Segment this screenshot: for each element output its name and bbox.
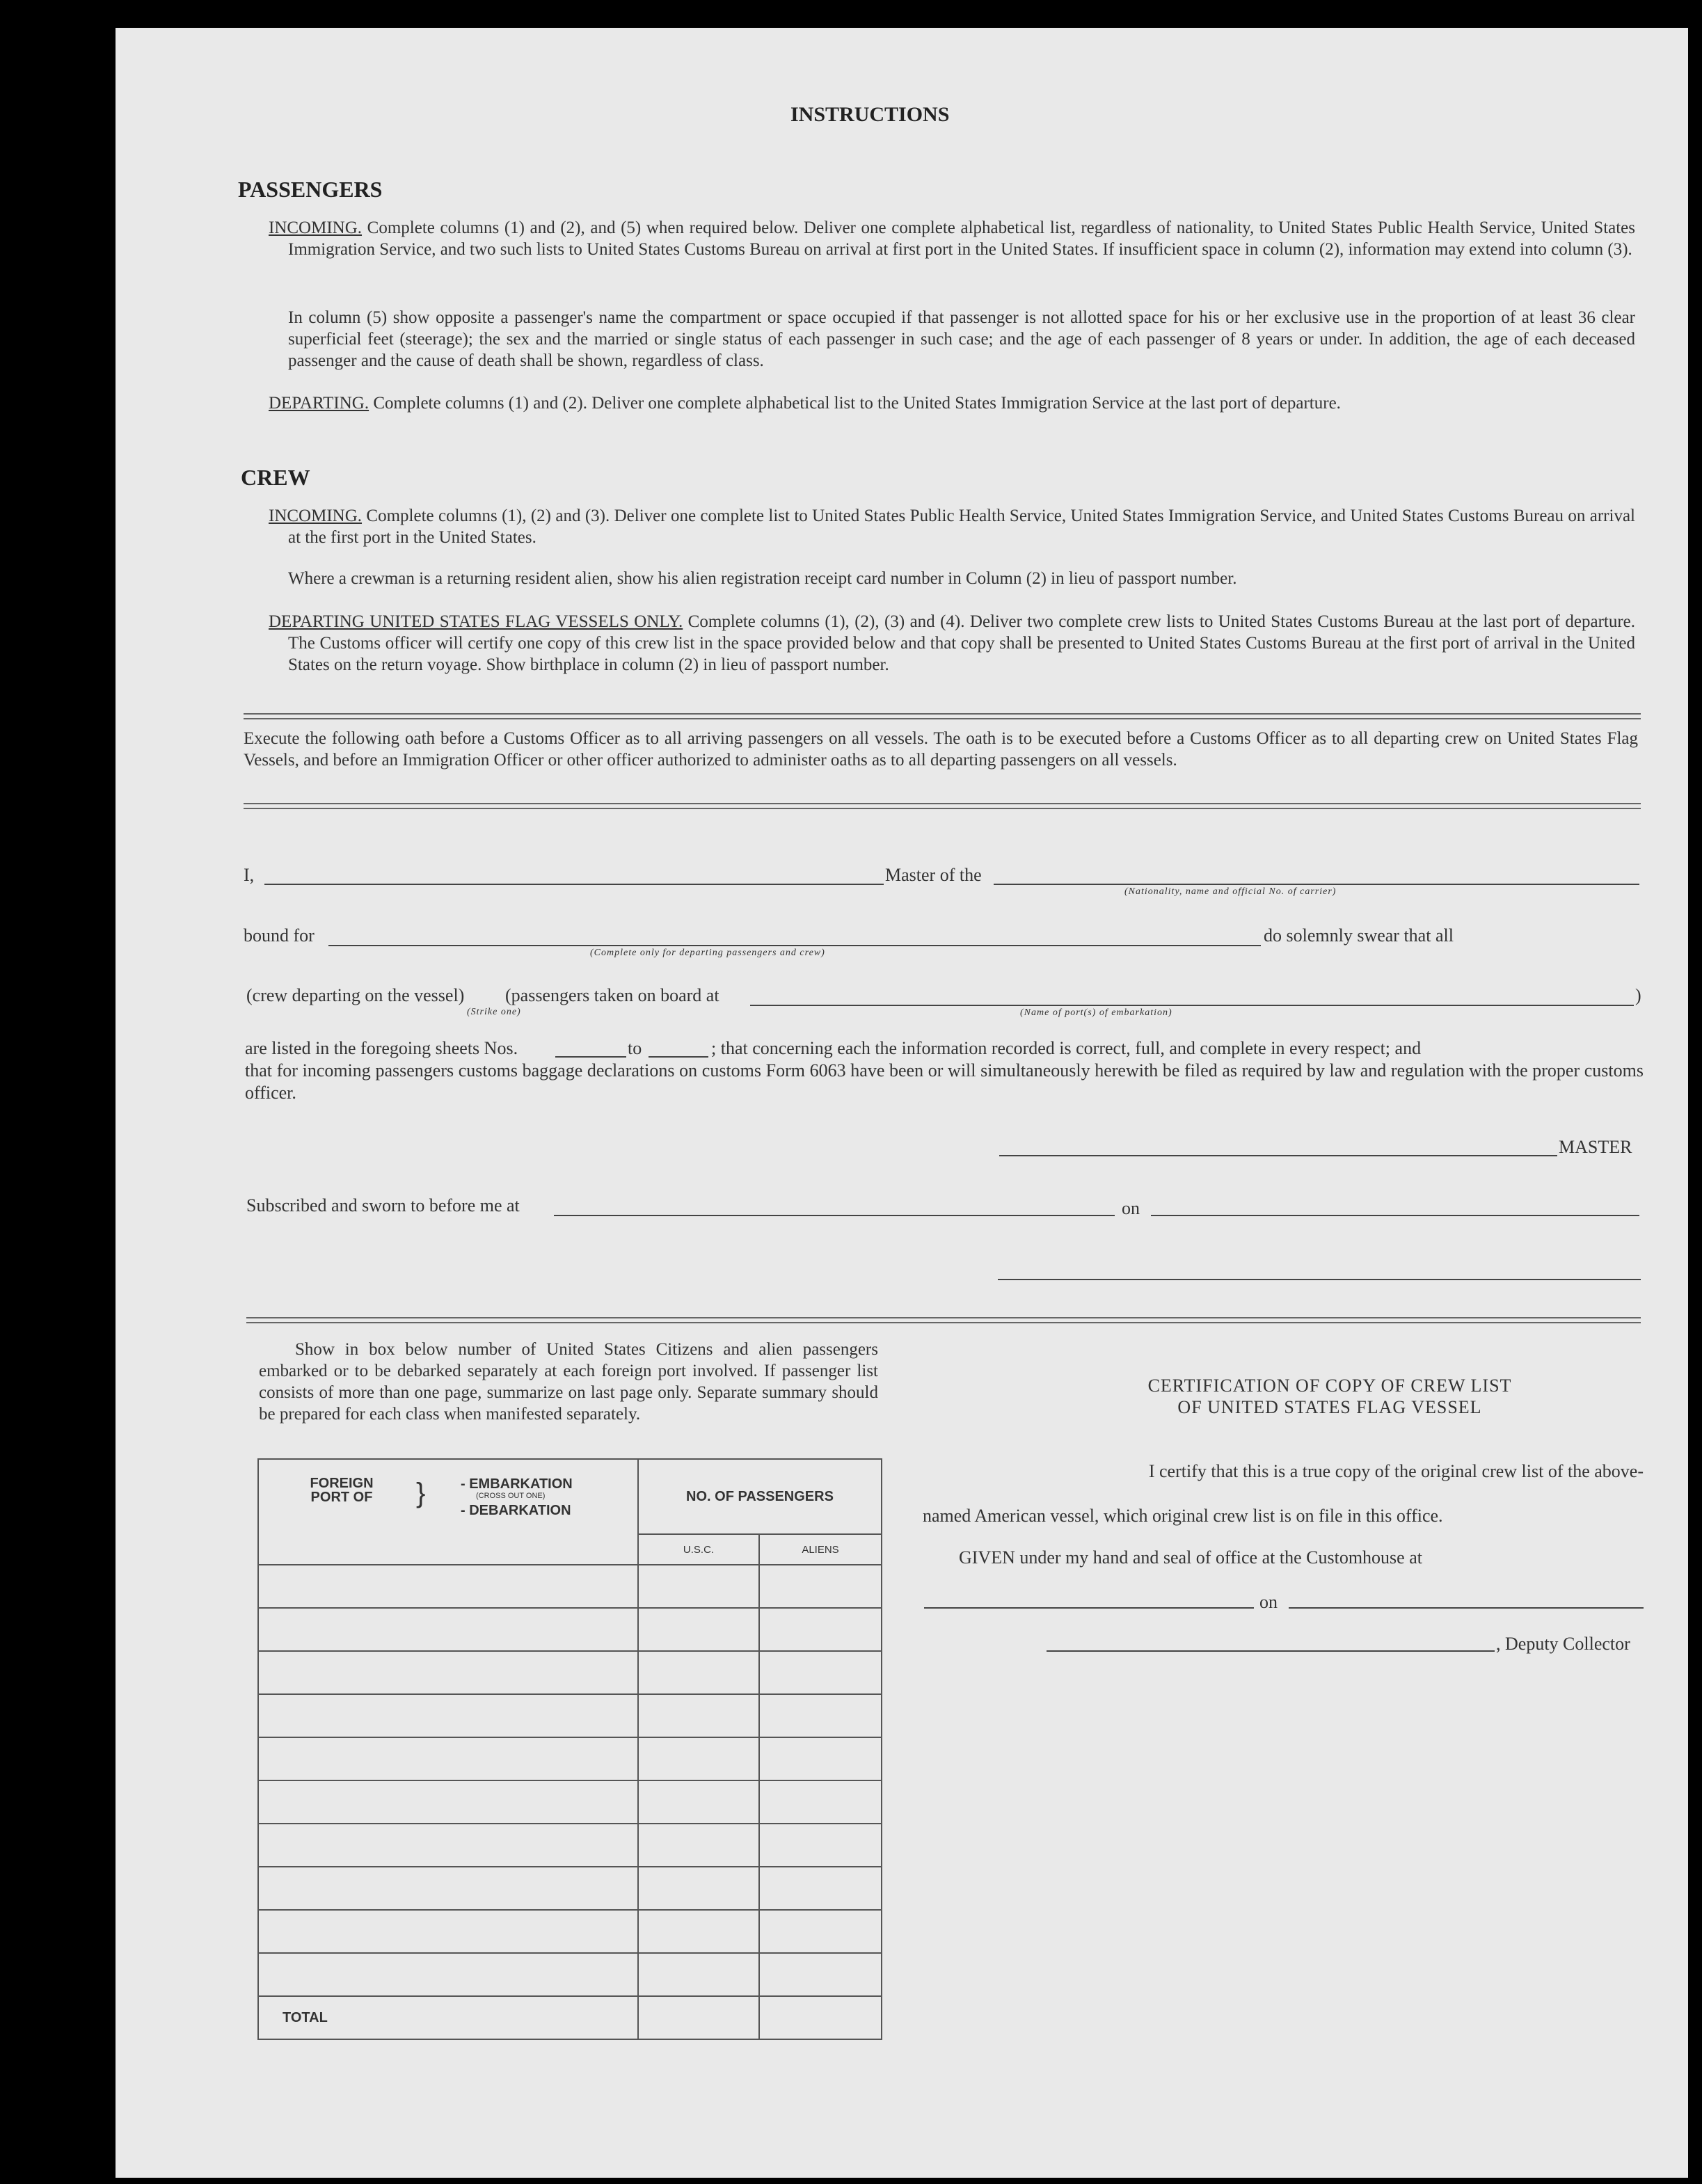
aliens-cell[interactable]	[759, 1651, 882, 1694]
sheet-to-field[interactable]	[649, 1056, 708, 1058]
crew-resident-paragraph: Where a crewman is a returning resident alien, show his alien registration receipt card number in Column (2) in lieu of passport number.	[288, 569, 1237, 588]
usc-cell[interactable]	[638, 1910, 759, 1953]
usc-cell[interactable]	[638, 1824, 759, 1867]
subscribed-label: Subscribed and sworn to before me at	[246, 1195, 520, 1215]
usc-cell[interactable]	[638, 1737, 759, 1780]
port-cell[interactable]	[258, 1565, 638, 1608]
certification-heading-line-1: CERTIFICATION OF COPY OF CREW LIST	[1147, 1376, 1512, 1396]
crew-incoming-text: Complete columns (1), (2) and (3). Deliver one complete list to United States Public Health Service, United States Immigration Service, and United States Customs Bureau on arrival at the first port in the United States.	[288, 507, 1635, 547]
total-label: TOTAL	[258, 1996, 638, 2039]
aliens-cell[interactable]	[759, 1910, 882, 1953]
aliens-cell[interactable]	[759, 1737, 882, 1780]
passengers-heading: PASSENGERS	[238, 177, 383, 202]
customhouse-field[interactable]	[924, 1607, 1254, 1609]
aliens-cell[interactable]	[759, 1565, 882, 1608]
certify-date-field[interactable]	[1289, 1607, 1644, 1609]
usc-total-cell[interactable]	[638, 1996, 759, 2039]
vessel-field[interactable]	[994, 884, 1639, 885]
master-name-field[interactable]	[264, 884, 884, 885]
destination-field[interactable]	[328, 945, 1261, 946]
passengers-incoming-text: Complete columns (1) and (2), and (5) when required below. Deliver one complete alphabetical list, regardless of nationality, to United States Public Health Service, United States Immigration Service, and two such lists to United States Customs Bureau on arrival at first port in the United States. If insufficient space in column (2), information may extend into column (3).	[288, 218, 1636, 259]
oath-i-label: I,	[244, 865, 255, 885]
complete-only-caption: (Complete only for departing passengers and crew)	[590, 948, 825, 958]
crew-heading: CREW	[241, 465, 310, 490]
aliens-cell[interactable]	[759, 1824, 882, 1867]
crew-incoming-paragraph	[269, 505, 1635, 548]
crew-departing-text: Complete columns (1), (2), (3) and (4). Deliver two complete crew lists to United States Customs Bureau at the last port of departure. The Customs officer will certify one copy of this crew list in the space provided below and that copy shall be presented to United States Customs Bureau at the first port of arrival in the United States on the return voyage. Show birthplace in column (2) in lieu of passport number.	[288, 612, 1636, 674]
aliens-header: ALIENS	[759, 1534, 882, 1565]
master-of-the-label: Master of the	[885, 865, 982, 885]
cross-out-label: (CROSS OUT ONE)	[476, 1492, 546, 1500]
embarkation-port-field[interactable]	[750, 1005, 1634, 1006]
strike-one-caption: (Strike one)	[467, 1007, 521, 1017]
master-label: MASTER	[1559, 1137, 1632, 1157]
no-of-passengers-header: NO. OF PASSENGERS	[638, 1459, 882, 1534]
deputy-collector-label: , Deputy Collector	[1496, 1634, 1630, 1654]
on-label: on	[1122, 1198, 1140, 1218]
certification-heading	[1013, 1375, 1646, 1418]
port-cell[interactable]	[258, 1780, 638, 1824]
port-cell[interactable]	[258, 1953, 638, 1996]
passenger-summary-table	[257, 1458, 882, 2040]
usc-cell[interactable]	[638, 1565, 759, 1608]
port-cell[interactable]	[258, 1651, 638, 1694]
passengers-incoming-paragraph	[269, 217, 1635, 260]
nationality-caption: (Nationality, name and official No. of carrier)	[1124, 886, 1337, 897]
divider	[244, 713, 1641, 719]
certify-on-label: on	[1259, 1592, 1278, 1612]
crew-departing-paragraph	[269, 611, 1635, 676]
officer-signature-field[interactable]	[998, 1279, 1641, 1280]
port-cell[interactable]	[258, 1867, 638, 1910]
usc-cell[interactable]	[638, 1953, 759, 1996]
crew-departing-label: DEPARTING UNITED STATES FLAG VESSELS ONLY.	[269, 612, 683, 631]
passengers-incoming-label: INCOMING.	[269, 218, 363, 237]
brace-icon: }	[416, 1478, 426, 1508]
port-cell[interactable]	[258, 1910, 638, 1953]
passengers-column5-paragraph: In column (5) show opposite a passenger's name the compartment or space occupied if that passenger is not allotted space for his or her exclusive use in the proportion of at least 36 clear superficial feet (steerage); the sex and the married or single status of each passenger in such case; and the age of each passenger of 8 years or under. In addition, the age of each deceased passenger and the cause of death shall be shown, regardless of class.	[288, 308, 1635, 370]
aliens-cell[interactable]	[759, 1608, 882, 1651]
summary-note: Show in box below number of United States Citizens and alien passengers embarked or to be debarked separately at each foreign port involved. If passenger list consists of more than one page, summarize on last page only. Separate summary should be prepared for each class when manifested separately.	[259, 1340, 878, 1424]
port-cell[interactable]	[258, 1608, 638, 1651]
aliens-cell[interactable]	[759, 1953, 882, 1996]
crew-incoming-label: INCOMING.	[269, 507, 363, 525]
bound-for-label: bound for	[244, 925, 315, 946]
crew-departing-option[interactable]: (crew departing on the vessel)	[246, 985, 465, 1005]
close-paren: )	[1635, 985, 1641, 1005]
port-cell[interactable]	[258, 1824, 638, 1867]
passengers-taken-option[interactable]: (passengers taken on board at	[505, 985, 719, 1005]
aliens-cell[interactable]	[759, 1694, 882, 1737]
certify-line-2: named American vessel, which original crew list is on file in this office.	[923, 1506, 1443, 1526]
oath-instructions: Execute the following oath before a Customs Officer as to all arriving passengers on all vessels. The oath is to be executed before a Customs Officer as to all departing crew on United States Flag Vessels, and before an Immigration Officer or other officer authorized to administer oaths as to all departing passengers on all vessels.	[244, 729, 1638, 770]
divider	[244, 803, 1641, 809]
listed-statement-continued: that for incoming passengers customs baggage declarations on customs Form 6063 have been or will simultaneously herewith be filed as required by law and regulation with the proper customs officer.	[245, 1060, 1644, 1103]
certification-heading-line-2: OF UNITED STATES FLAG VESSEL	[1177, 1397, 1482, 1417]
listed-label: are listed in the foregoing sheets Nos.	[245, 1038, 518, 1058]
debarkation-label[interactable]: - DEBARKATION	[461, 1503, 571, 1518]
listed-statement: ; that concerning each the information recorded is correct, full, and complete in every respect; and	[711, 1038, 1422, 1058]
master-signature-field[interactable]	[999, 1155, 1557, 1156]
port-cell[interactable]	[258, 1737, 638, 1780]
embarkation-label[interactable]: - EMBARKATION	[461, 1476, 573, 1492]
foreign-port-label: FOREIGN PORT OF	[310, 1476, 374, 1505]
listed-to-label: to	[628, 1038, 642, 1058]
foreign-port-header	[258, 1459, 638, 1565]
port-caption: (Name of port(s) of embarkation)	[1020, 1007, 1172, 1018]
passengers-departing-text: Complete columns (1) and (2). Deliver one complete alphabetical list to the United States Immigration Service at the last port of departure.	[373, 394, 1341, 413]
usc-cell[interactable]	[638, 1867, 759, 1910]
usc-cell[interactable]	[638, 1608, 759, 1651]
certify-line-1: I certify that this is a true copy of the original crew list of the above-	[1148, 1461, 1644, 1481]
passengers-departing-paragraph	[269, 392, 1635, 414]
port-cell[interactable]	[258, 1694, 638, 1737]
subscribed-date-field[interactable]	[1151, 1215, 1639, 1216]
sheet-from-field[interactable]	[555, 1056, 626, 1058]
usc-cell[interactable]	[638, 1694, 759, 1737]
divider	[246, 1317, 1641, 1323]
deputy-signature-field[interactable]	[1047, 1650, 1495, 1652]
passengers-departing-label: DEPARTING.	[269, 394, 369, 413]
swear-label: do solemnly swear that all	[1264, 925, 1454, 946]
usc-header: U.S.C.	[638, 1534, 759, 1565]
page-title: INSTRUCTIONS	[790, 103, 950, 126]
aliens-cell[interactable]	[759, 1867, 882, 1910]
subscribed-place-field[interactable]	[554, 1215, 1115, 1216]
usc-cell[interactable]	[638, 1651, 759, 1694]
certify-line-3: GIVEN under my hand and seal of office at the Customhouse at	[959, 1547, 1422, 1568]
aliens-total-cell[interactable]	[759, 1996, 882, 2039]
aliens-cell[interactable]	[759, 1780, 882, 1824]
usc-cell[interactable]	[638, 1780, 759, 1824]
form-page	[116, 28, 1688, 2178]
